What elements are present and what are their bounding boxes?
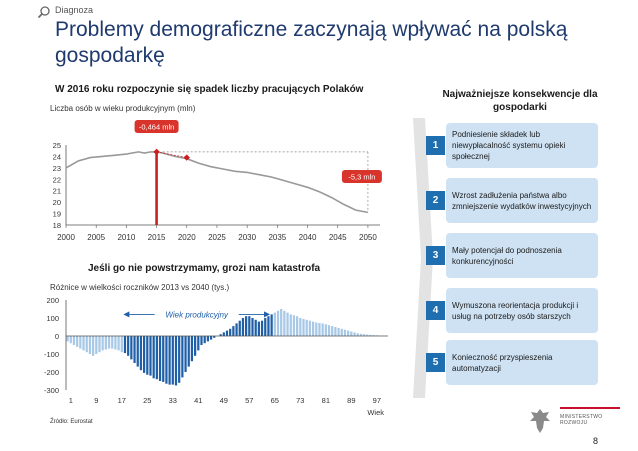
- bar: [175, 336, 177, 386]
- x-tick-label: 2015: [147, 233, 166, 242]
- consequence-number: 1: [426, 136, 445, 155]
- x-tick-label: 2045: [328, 233, 347, 242]
- bar: [73, 336, 75, 345]
- bar: [322, 323, 324, 336]
- section-label: Diagnoza: [55, 5, 94, 15]
- bar: [309, 321, 311, 336]
- annotation-label: -5,3 mln: [348, 172, 376, 182]
- x-tick-label: 33: [168, 396, 177, 405]
- bar: [248, 316, 250, 336]
- y-tick-label: 22: [52, 175, 61, 185]
- bar: [181, 336, 183, 377]
- chart2-title: Jeśli go nie powstrzymamy, grozi nam katastrofa: [88, 263, 321, 274]
- bar: [130, 336, 132, 359]
- working-age-label: Wiek produkcyjny: [165, 310, 229, 320]
- x-tick-label: 2020: [177, 233, 196, 242]
- ministry-red-line: [560, 407, 620, 409]
- y-tick-label: 19: [52, 209, 61, 219]
- x-tick-label: 65: [270, 396, 279, 405]
- y-tick-label: 0: [54, 332, 59, 341]
- x-tick-label: 2010: [117, 233, 136, 242]
- bar: [149, 336, 151, 376]
- bar: [318, 323, 320, 336]
- x-axis-label: Wiek: [367, 408, 384, 417]
- x-tick-label: 25: [143, 396, 152, 405]
- x-tick-label: 1: [68, 396, 73, 405]
- consequence-number: 2: [426, 191, 445, 210]
- bar: [341, 329, 343, 336]
- bar: [258, 322, 260, 336]
- bar: [146, 336, 148, 375]
- bar: [344, 330, 346, 336]
- x-tick-label: 9: [94, 396, 99, 405]
- bar: [162, 336, 164, 382]
- bar: [280, 309, 282, 336]
- bar: [331, 326, 333, 336]
- bar: [293, 315, 295, 336]
- bar: [232, 326, 234, 336]
- bar: [108, 336, 110, 349]
- bar: [325, 324, 327, 336]
- consequence-text: Wymuszona reorientacja produkcji i usług na potrzeby osób starszych: [452, 300, 579, 321]
- bar: [334, 327, 336, 336]
- bar: [357, 333, 359, 336]
- bar: [82, 336, 84, 350]
- consequence-item-1: [424, 123, 599, 168]
- x-tick-label: 49: [219, 396, 228, 405]
- bar: [251, 318, 253, 336]
- bar: [204, 336, 206, 343]
- eagle-emblem-icon: [527, 406, 553, 436]
- bar: [328, 325, 330, 336]
- bar: [261, 321, 263, 336]
- bar: [306, 320, 308, 336]
- bar: [86, 336, 88, 352]
- bar: [207, 336, 209, 341]
- bar: [312, 322, 314, 336]
- bar: [223, 332, 225, 336]
- x-tick-label: 89: [347, 396, 356, 405]
- bar: [290, 314, 292, 336]
- y-tick-label: 18: [52, 221, 61, 230]
- bar: [200, 336, 202, 345]
- y-tick-label: -200: [43, 368, 59, 377]
- bar: [188, 336, 190, 367]
- bar: [89, 336, 91, 354]
- bar: [210, 336, 212, 340]
- annotation-label: -0,464 mln: [138, 122, 175, 132]
- source-note: Źródło: Eurostat: [50, 419, 93, 425]
- bar: [286, 313, 288, 336]
- y-tick-label: 24: [52, 152, 61, 162]
- bar: [70, 336, 72, 343]
- arrowhead-left: [123, 311, 129, 317]
- consequence-item-3: [424, 233, 599, 278]
- bar: [283, 311, 285, 336]
- bar: [277, 311, 279, 336]
- x-tick-label: 81: [321, 396, 331, 405]
- consequence-number: 5: [426, 353, 445, 372]
- consequence-number: 4: [426, 301, 445, 320]
- bar: [76, 336, 78, 347]
- bar: [172, 336, 174, 385]
- bar: [121, 336, 123, 352]
- chart1-ylabel: Liczba osób w wieku produkcyjnym (mln): [50, 104, 196, 113]
- bar: [143, 336, 145, 373]
- bar: [264, 318, 266, 336]
- bar: [302, 319, 304, 336]
- bar: [66, 336, 68, 341]
- x-tick-label: 2050: [359, 233, 377, 242]
- x-tick-label: 2030: [238, 233, 257, 242]
- y-tick-label: -100: [43, 350, 59, 359]
- consequence-text: Mały potencjał do podnoszenia konkurencyjności: [452, 245, 562, 266]
- bar: [92, 336, 94, 356]
- consequence-item-2: [424, 178, 599, 223]
- bar: [255, 320, 257, 336]
- page-number: 8: [593, 436, 599, 446]
- consequences-title: Najważniejsze konsekwencje dla gospodarki: [442, 89, 598, 113]
- bar: [350, 332, 352, 337]
- consequence-text: Konieczność przyspieszenia automatyzacji: [452, 352, 553, 373]
- bar: [137, 336, 139, 367]
- bar: [140, 336, 142, 370]
- bar: [178, 336, 180, 383]
- bar: [169, 336, 171, 385]
- x-tick-label: 2005: [87, 233, 106, 242]
- x-tick-label: 73: [296, 396, 305, 405]
- bar: [114, 336, 116, 350]
- y-tick-label: -300: [43, 386, 59, 395]
- consequence-item-5: [424, 340, 599, 385]
- bar: [102, 336, 104, 350]
- bar: [197, 336, 199, 350]
- bar: [194, 336, 196, 356]
- y-tick-label: 200: [46, 296, 59, 305]
- y-tick-label: 100: [46, 314, 59, 323]
- bar: [239, 321, 241, 336]
- x-tick-label: 17: [117, 396, 126, 405]
- bar: [117, 336, 119, 350]
- x-tick-label: 2035: [268, 233, 287, 242]
- x-tick-label: 57: [245, 396, 254, 405]
- bar: [347, 331, 349, 336]
- bar: [229, 329, 231, 336]
- consequence-text: Wzrost zadłużenia państwa albo zmniejszenie wydatków inwestycyjnych: [452, 190, 592, 211]
- bar: [271, 314, 273, 336]
- bar: [296, 316, 298, 336]
- bar: [95, 336, 97, 354]
- bar: [274, 313, 276, 336]
- chart1-title: W 2016 roku rozpoczynie się spadek liczby pracujących Polaków: [55, 84, 364, 95]
- bar: [153, 336, 155, 378]
- consequence-number: 3: [426, 246, 445, 265]
- bar: [159, 336, 161, 381]
- bar: [165, 336, 167, 384]
- page-title: Problemy demograficzne zaczynają wpływać na polską gospodarkę: [55, 18, 568, 67]
- bar: [156, 336, 158, 379]
- consequence-text: Podniesienie składek lub niewypłacalność systemu opieki społecznej: [452, 130, 566, 161]
- bar: [105, 336, 107, 350]
- ministry-name: MINISTERSTWO ROZWOJU: [560, 414, 603, 426]
- bar: [133, 336, 135, 363]
- consequence-item-4: [424, 288, 599, 333]
- x-tick-label: 2040: [298, 233, 317, 242]
- bar: [337, 328, 339, 336]
- bar: [184, 336, 186, 372]
- bar: [242, 318, 244, 336]
- y-tick-label: 21: [52, 186, 61, 196]
- bar: [124, 336, 126, 353]
- bar: [191, 336, 193, 361]
- bar: [226, 331, 228, 336]
- bar: [79, 336, 81, 349]
- chart2-ylabel: Różnice w wielkości roczników 2013 vs 2040 (tys.): [50, 283, 230, 292]
- bar: [245, 316, 247, 336]
- bar: [111, 336, 113, 349]
- y-tick-label: 23: [52, 163, 61, 173]
- x-tick-label: 41: [194, 396, 203, 405]
- bar: [235, 323, 237, 336]
- bar: [353, 332, 355, 336]
- bar: [299, 318, 301, 336]
- bar: [127, 336, 129, 356]
- x-tick-label: 2025: [208, 233, 226, 242]
- bar: [267, 316, 269, 336]
- bar: [98, 336, 100, 352]
- x-tick-label: 2000: [57, 233, 75, 242]
- y-tick-label: 25: [52, 141, 61, 150]
- x-tick-label: 97: [372, 396, 382, 405]
- bar: [315, 323, 317, 337]
- y-tick-label: 20: [52, 198, 61, 208]
